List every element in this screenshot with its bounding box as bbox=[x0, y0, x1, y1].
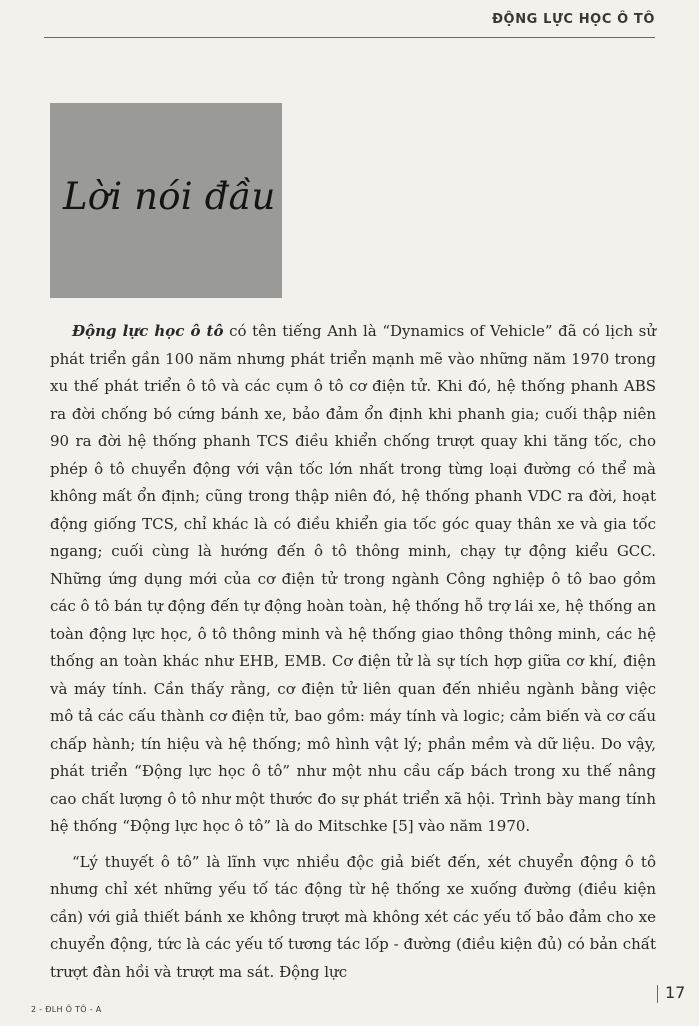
footer-signature: 2 - ĐLH Ô TÔ - A bbox=[31, 1005, 102, 1014]
paragraph-1 bbox=[50, 318, 656, 841]
paragraph-2-text: “Lý thuyết ô tô” là lĩnh vực nhiều độc giả biết đến, xét chuyển động ô tô nhưng chỉ xét những yếu tố tác động từ hệ thống xe xuống đường (điều kiện cần) với giả thiết bánh xe không trượt mà không xét các yếu tố bảo đảm cho xe chuyển động, tức là các yếu tố tương tác lốp - đường (điều kiện đủ) có bản chất trượt đàn hồi và trượt ma sát. Động lực bbox=[50, 852, 656, 981]
running-header-title: ĐỘNG LỰC HỌC Ô TÔ bbox=[492, 12, 655, 27]
page-number: 17 bbox=[665, 983, 686, 1002]
paragraph-1-lead: Động lực học ô tô bbox=[72, 322, 224, 340]
header-rule bbox=[44, 37, 655, 38]
body-text bbox=[50, 318, 656, 986]
footer-rule bbox=[657, 985, 658, 1003]
chapter-title: Lời nói đầu bbox=[63, 175, 276, 218]
paragraph-1-text: có tên tiếng Anh là “Dynamics of Vehicle” đã có lịch sử phát triển gần 100 năm nhưng phát triển mạnh mẽ vào những năm 1970 trong xu thế phát triển ô tô và các cụm ô tô cơ điện tử. Khi đó, hệ thống phanh ABS ra đời chống bó cứng bánh xe, bảo đảm ổn định khi phanh gia; cuối thập niên 90 ra đời hệ thống phanh TCS điều khiển chống trượt quay khi tăng tốc, cho phép ô tô chuyển động với vận tốc lớn nhất trong từng loại đường có thể mà không mất ổn định; cũng trong thập niên đó, hệ thống phanh VDC ra đời, hoạt động giống TCS, chỉ khác là có điều khiển gia tốc góc quay thân xe và gia tốc ngang; cuối cùng là hướng đến ô tô thông minh, chạy tự động kiểu GCC. Những ứng dụng mới của cơ điện tử trong ngành Công nghiệp ô tô bao gồm các ô tô bán tự động đến tự động hoàn toàn, hệ thống hỗ trợ lái xe, hệ thống an toàn động lực học, ô tô thông minh và hệ thống giao thông thông minh, các hệ thống an toàn khác như EHB, EMB. Cơ điện tử là sự tích hợp giữa cơ khí, điện và máy tính. Cần thấy rằng, cơ điện tử liên quan đến nhiều ngành bằng việc mô tả các cấu thành cơ điện tử, bao gồm: máy tính và logic; cảm biến và cơ cấu chấp hành; tín hiệu và hệ thống; mô hình vật lý; phần mềm và dữ liệu. Do vậy, phát triển “Động lực học ô tô” như một nhu cầu cấp bách trong xu thế nâng cao chất lượng ô tô như một thước đo sự phát triển xã hội. Trình bày mang tính hệ thống “Động lực học ô tô” là do Mitschke [5] vào năm 1970. bbox=[50, 322, 656, 835]
paragraph-2 bbox=[50, 849, 656, 987]
chapter-title-box bbox=[50, 103, 282, 298]
